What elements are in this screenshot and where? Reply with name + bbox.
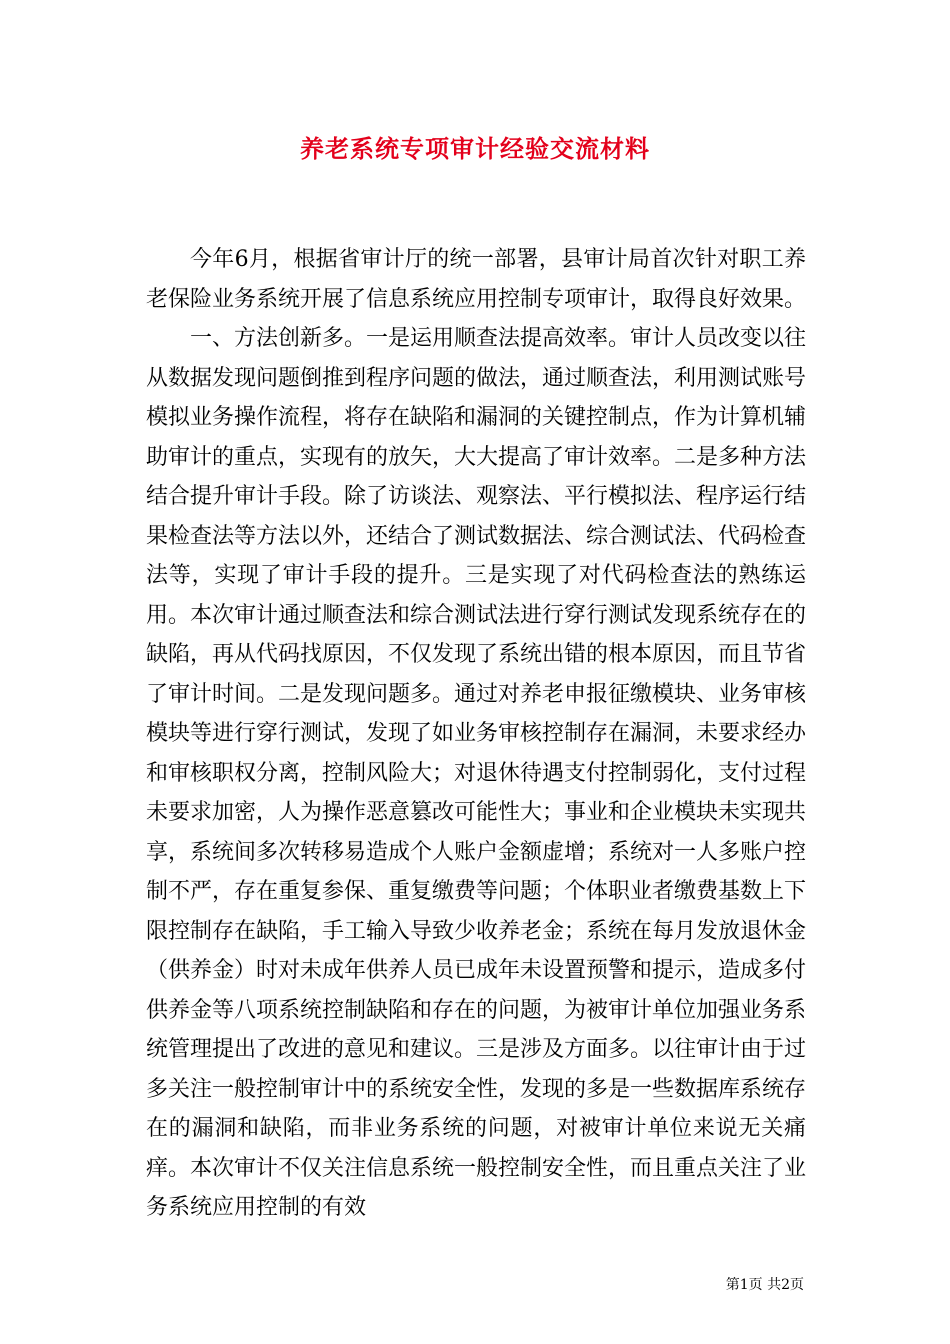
page-number-footer: 第1页 共2页 <box>725 1277 804 1293</box>
paragraph-intro: 今年6月，根据省审计厅的统一部署，县审计局首次针对职工养老保险业务系统开展了信息系统应用控制专项审计，取得良好效果。 <box>146 247 807 312</box>
document-title: 养老系统专项审计经验交流材料 <box>300 134 650 163</box>
paragraph-main: 一、方法创新多。一是运用顺查法提高效率。审计人员改变以往从数据发现问题倒推到程序问题的做法，通过顺查法，利用测试账号模拟业务操作流程，将存在缺陷和漏洞的关键控制点，作为计算机辅助审计的重点，实现有的放矢，大大提高了审计效率。二是多种方法结合提升审计手段。除了访谈法、观察法、平行模拟法、程序运行结果检查法等方法以外，还结合了测试数据法、综合测试法、代码检查法等，实现了审计手段的提升。三是实现了对代码检查法的熟练运用。本次审计通过顺查法和综合测试法进行穿行测试发现系统存在的缺陷，再从代码找原因，不仅发现了系统出错的根本原因，而且节省了审计时间。二是发现问题多。通过对养老申报征缴模块、业务审核模块等进行穿行测试，发现了如业务审核控制存在漏洞，未要求经办和审核职权分离，控制风险大；对退休待遇支付控制弱化，支付过程未要求加密，人为操作恶意篡改可能性大；事业和企业模块未实现共享，系统间多次转移易造成个人账户金额虚增；系统对一人多账户控制不严，存在重复参保、重复缴费等问题；个体职业者缴费基数上下限控制存在缺陷，手工输入导致少收养老金；系统在每月发放退休金（供养金）时对未成年供养人员已成年未设置预警和提示，造成多付供养金等八项系统控制缺陷和存在的问题，为被审计单位加强业务系统管理提出了改进的意见和建议。三是涉及方面多。以往审计由于过多关注一般控制审计中的系统安全性，发现的多是一些数据库系统存在的漏洞和缺陷，而非业务系统的问题，对被审计单位来说无关痛痒。本次审计不仅关注信息系统一般控制安全性，而且重点关注了业务系统应用控制的有效 <box>146 326 807 1220</box>
document-body <box>146 240 806 1228</box>
